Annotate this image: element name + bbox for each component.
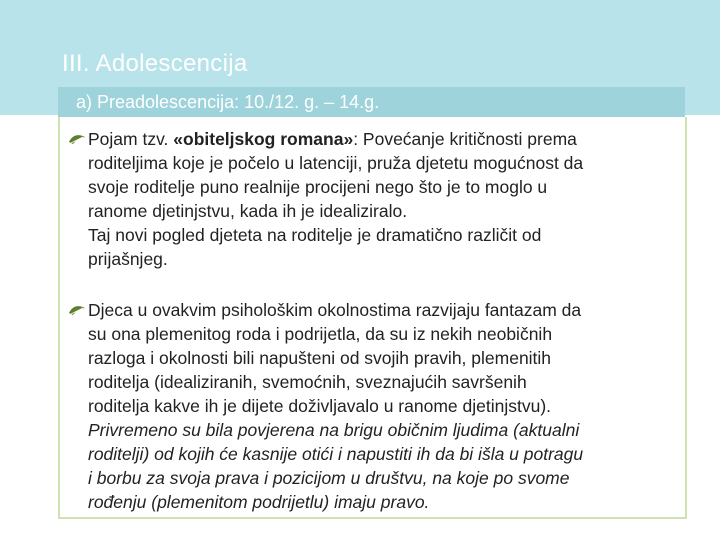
- leaf-bullet-icon: [68, 132, 86, 146]
- slide-subtitle: a) Preadolescencija: 10./12. g. – 14.g.: [76, 92, 380, 112]
- bullet-2-italic-line-2: i borbu za svoja prava i pozicijom u društvu, na koje po svome: [88, 468, 570, 488]
- obiteljski-roman-term: «obiteljskog romana»: [173, 129, 354, 149]
- bullet-1-line-4: Taj novi pogled djeteta na roditelje je dramatično različit od: [88, 225, 542, 245]
- bullet-2-line-4: roditelja kakve ih je dijete doživljavalo u ranome djetinjstvu).: [88, 396, 552, 416]
- bullet-1-line-0-post: : Povećanje kritičnosti prema: [353, 129, 577, 149]
- bullet-2-line-3: roditelja (idealiziranih, svemoćnih, sveznajućih savršenih: [88, 372, 527, 392]
- bullet-1-line-5: prijašnjeg.: [88, 249, 168, 269]
- bullet-item-1: [88, 127, 668, 271]
- bullet-2-line-0: Djeca u ovakvim psihološkim okolnostima razvijaju fantazam da: [88, 300, 582, 320]
- bullet-2-line-1: su ona plemenitog roda i podrijetla, da su iz nekih neobičnih: [88, 324, 553, 344]
- bullet-1-line-2: svoje roditelje puno realnije procijeni nego što je to moglo u: [88, 177, 548, 197]
- slide-title: III. Adolescencija: [62, 50, 248, 77]
- bullet-1-line-3: ranome djetinjstvu, kada ih je idealiziralo.: [88, 201, 408, 221]
- bullet-1-line-0: [88, 127, 668, 151]
- bullet-2-italic-line-1: roditelji) od kojih će kasnije otići i napustiti ih da bi išla u potragu: [88, 444, 584, 464]
- bullet-2-italic-line-3: rođenju (plemenitom podrijetlu) imaju pravo.: [88, 492, 430, 512]
- leaf-bullet-icon: [68, 303, 86, 317]
- bullet-2-italic-line-0: Privremeno su bila povjerena na brigu običnim ljudima (aktualni: [88, 420, 580, 440]
- bullet-1-line-0-pre: Pojam tzv.: [88, 129, 174, 149]
- bullet-item-2: [88, 298, 668, 514]
- bullet-1-line-1: roditeljima koje je počelo u latenciji, pruža djetetu mogućnost da: [88, 153, 584, 173]
- bullet-2-line-2: razloga i okolnosti bili napušteni od svojih pravih, plemenitih: [88, 348, 552, 368]
